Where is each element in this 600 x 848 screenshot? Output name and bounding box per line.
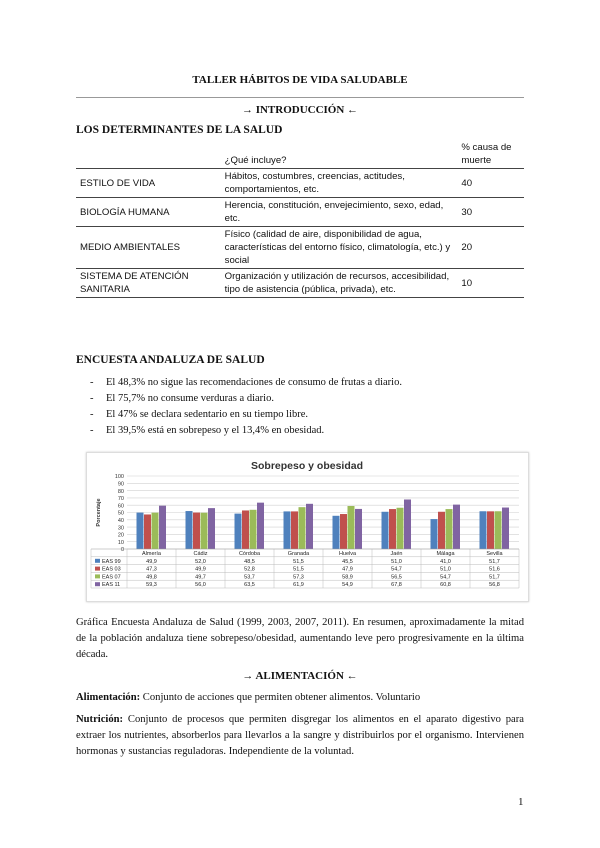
bar — [397, 508, 404, 549]
y-tick-label: 30 — [117, 525, 124, 532]
row-percent: 30 — [457, 198, 524, 227]
legend-swatch — [95, 582, 100, 586]
chart-svg — [87, 453, 528, 601]
data-label: 49,7 — [195, 574, 206, 581]
data-label: 51,0 — [391, 558, 402, 565]
data-label: 47,3 — [146, 566, 157, 573]
data-label: 51,6 — [489, 566, 500, 573]
list-item: - El 39,5% está en sobrepeso y el 13,4% en obesidad. — [90, 425, 325, 436]
data-label: 47,9 — [342, 566, 353, 573]
x-tick-label: Málaga — [436, 551, 455, 557]
bar — [137, 513, 144, 549]
bar — [431, 519, 438, 549]
legend-swatch — [95, 567, 100, 571]
data-label: 58,9 — [342, 574, 353, 581]
bar — [333, 516, 340, 549]
bar — [242, 510, 249, 549]
bar — [250, 510, 257, 549]
data-label: 51,7 — [489, 558, 500, 565]
bar — [284, 511, 291, 549]
row-percent: 40 — [457, 169, 524, 198]
row-includes: Hábitos, costumbres, creencias, actitudes, comportamientos, etc. — [221, 169, 458, 198]
y-tick-label: 80 — [117, 488, 124, 495]
row-name: SISTEMA DE ATENCIÓN SANITARIA — [76, 269, 221, 298]
legend-label: EAS 99 — [102, 558, 121, 565]
legend-label: EAS 03 — [102, 566, 121, 573]
bar — [186, 511, 193, 549]
document-title: TALLER HÁBITOS DE VIDA SALUDABLE — [192, 74, 408, 86]
x-tick-label: Sevilla — [486, 551, 503, 557]
y-tick-label: 70 — [117, 496, 124, 503]
bar — [355, 509, 362, 549]
table-row — [76, 269, 524, 298]
data-label: 51,0 — [440, 566, 451, 573]
nutricion-label: Nutrición: — [76, 714, 124, 725]
x-tick-label: Jaén — [390, 551, 403, 557]
data-label: 60,8 — [440, 582, 451, 589]
x-tick-label: Almería — [142, 551, 161, 557]
x-tick-label: Huelva — [338, 551, 357, 557]
bar — [208, 508, 215, 549]
data-label: 57,3 — [293, 574, 304, 581]
table-header-row — [76, 140, 524, 169]
nutricion-paragraph — [76, 712, 524, 760]
y-tick-label: 60 — [117, 503, 124, 510]
data-label: 49,9 — [146, 558, 157, 565]
y-tick-label: 0 — [120, 547, 124, 554]
data-label: 61,9 — [293, 582, 304, 589]
list-item: - El 48,3% no sigue las recomendaciones de consumo de frutas a diario. — [90, 377, 402, 388]
data-label: 54,9 — [342, 582, 353, 589]
header-includes: ¿Qué incluye? — [224, 155, 287, 166]
survey-heading: ENCUESTA ANDALUZA DE SALUD — [76, 354, 265, 366]
y-axis-label: Porcentaje — [96, 498, 102, 527]
bar — [257, 503, 264, 549]
x-tick-label: Cádiz — [193, 551, 208, 557]
title-divider — [76, 97, 524, 98]
data-label: 51,7 — [489, 574, 500, 581]
y-tick-label: 100 — [114, 474, 124, 481]
intro-heading: → INTRODUCCIÓN ← — [241, 104, 359, 116]
list-item: - El 75,7% no consume verduras a diario. — [90, 393, 274, 404]
bar — [495, 511, 502, 549]
legend-label: EAS 11 — [102, 582, 121, 589]
data-label: 48,5 — [244, 558, 255, 565]
data-label: 51,5 — [293, 566, 304, 573]
bar — [404, 500, 411, 549]
bar — [382, 512, 389, 549]
data-label: 53,7 — [244, 574, 255, 581]
data-label: 56,5 — [391, 574, 402, 581]
row-name: MEDIO AMBIENTALES — [76, 227, 221, 269]
row-includes: Herencia, constitución, envejecimiento, sexo, edad, etc. — [221, 198, 458, 227]
data-label: 41,0 — [440, 558, 451, 565]
bar — [487, 511, 494, 549]
food-heading: → ALIMENTACIÓN ← — [242, 670, 358, 682]
row-includes: Organización y utilización de recursos, accesibilidad, tipo de asistencia (pública, privada), etc. — [221, 269, 458, 298]
row-includes: Físico (calidad de aire, disponibilidad de agua, características del entorno físico, climatología, etc.) y social — [221, 227, 458, 269]
bar — [348, 506, 355, 549]
bar — [480, 511, 487, 549]
data-label: 52,8 — [244, 566, 255, 573]
nutricion-text: Conjunto de procesos que permiten disgregar los alimentos en el aparato digestivo para extraer los nutrientes, absorberlos para llevarlos a la sangre y distribuirlos por el organismo. Intervienen hormonas y sustancias reguladoras. Independiente de la voluntad. — [76, 714, 524, 757]
data-label: 52,0 — [195, 558, 206, 565]
legend-label: EAS 07 — [102, 574, 121, 581]
determinants-table — [76, 140, 524, 298]
bar — [144, 514, 151, 549]
legend-swatch — [95, 574, 100, 578]
alimentacion-paragraph — [76, 690, 524, 706]
chart-title: Sobrepeso y obesidad — [250, 460, 364, 472]
overweight-chart — [86, 452, 529, 602]
y-tick-label: 90 — [117, 481, 124, 488]
determinants-heading: LOS DETERMINANTES DE LA SALUD — [76, 124, 283, 136]
data-label: 63,5 — [244, 582, 255, 589]
bar — [502, 508, 509, 549]
data-label: 56,8 — [489, 582, 500, 589]
table-row — [76, 198, 524, 227]
row-percent: 20 — [457, 227, 524, 269]
data-label: 45,5 — [342, 558, 353, 565]
data-label: 54,7 — [440, 574, 451, 581]
bar — [159, 506, 166, 549]
y-tick-label: 40 — [117, 518, 124, 524]
bar — [235, 514, 242, 549]
row-percent: 10 — [457, 269, 524, 298]
y-tick-label: 10 — [117, 539, 124, 546]
data-label: 49,8 — [146, 574, 157, 581]
y-tick-label: 50 — [117, 510, 124, 517]
data-label: 54,7 — [391, 566, 402, 573]
bar — [438, 512, 445, 549]
chart-caption: Gráfica Encuesta Andaluza de Salud (1999, 2003, 2007, 2011). En resumen, aproximadamente la mitad de la población andaluza tiene sobrepeso/obesidad, aumentando leve pero progresivamente en la última década. — [76, 617, 524, 660]
table-row — [76, 169, 524, 198]
data-label: 49,9 — [195, 566, 206, 573]
bar — [152, 513, 159, 549]
bar — [291, 511, 298, 549]
bar — [453, 505, 460, 549]
list-item: - El 47% se declara sedentario en su tiempo libre. — [90, 409, 309, 420]
row-name: BIOLOGÍA HUMANA — [76, 198, 221, 227]
bar — [201, 513, 208, 549]
alimentacion-label: Alimentación: — [76, 692, 141, 703]
legend-swatch — [95, 559, 100, 563]
survey-list — [90, 375, 402, 439]
alimentacion-text: Conjunto de acciones que permiten obtener alimentos. Voluntario — [140, 692, 421, 703]
x-tick-label: Córdoba — [238, 551, 261, 557]
bar — [446, 509, 453, 549]
table-row — [76, 227, 524, 269]
bar — [340, 514, 347, 549]
data-label: 51,5 — [293, 558, 304, 565]
bar — [306, 504, 313, 549]
page-number: 1 — [518, 796, 524, 808]
header-percent: % causa de muerte — [461, 142, 512, 166]
bar — [193, 513, 200, 549]
bar — [389, 509, 396, 549]
data-label: 56,0 — [195, 582, 206, 589]
row-name: ESTILO DE VIDA — [76, 169, 221, 198]
data-label: 67,8 — [391, 582, 402, 589]
x-tick-label: Granada — [287, 551, 310, 557]
data-label: 59,3 — [146, 582, 157, 589]
y-tick-label: 20 — [117, 532, 124, 539]
bar — [299, 507, 306, 549]
